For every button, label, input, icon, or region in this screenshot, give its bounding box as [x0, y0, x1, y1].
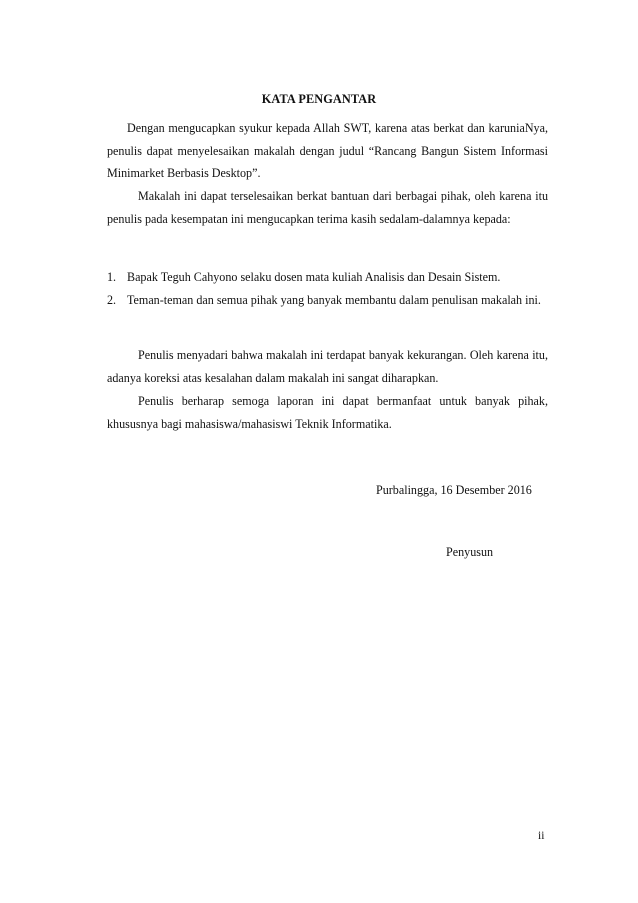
list-item: [107, 289, 548, 312]
page-number: ii: [538, 830, 545, 842]
list-text: Teman-teman dan semua pihak yang banyak membantu dalam penulisan makalah ini.: [127, 292, 541, 307]
paragraph-hope: Penulis berharap semoga laporan ini dapat bermanfaat untuk banyak pihak, khususnya bagi mahasiswa/mahasiswi Teknik Informatika.: [107, 394, 548, 431]
list-text: Bapak Teguh Cahyono selaku dosen mata kuliah Analisis dan Desain Sistem.: [127, 270, 501, 284]
place-date: Purbalingga, 16 Desember 2016: [376, 483, 532, 497]
paragraph-thanks: Makalah ini dapat terselesaikan berkat bantuan dari berbagai pihak, oleh karena itu penulis pada kesempatan ini mengucapkan terima kasih sedalam-dalamnya kepada:: [107, 189, 548, 226]
paragraph-shortcomings: Penulis menyadari bahwa makalah ini terdapat banyak kekurangan. Oleh karena itu, adanya koreksi atas kesalahan dalam makalah ini sangat diharapkan.: [107, 348, 548, 385]
page-title: KATA PENGANTAR: [261, 92, 377, 106]
acknowledgement-list: [107, 266, 548, 311]
author-signature: Penyusun: [446, 545, 494, 559]
list-item: [107, 266, 548, 289]
list-number: 2.: [107, 292, 117, 307]
paragraph-opening: Dengan mengucapkan syukur kepada Allah SWT, karena atas berkat dan karuniaNya, penulis dapat menyelesaikan makalah dengan judul “Rancang Bangun Sistem Informasi Minimarket Berbasis Desktop”.: [107, 121, 548, 181]
list-number: 1.: [107, 270, 117, 284]
